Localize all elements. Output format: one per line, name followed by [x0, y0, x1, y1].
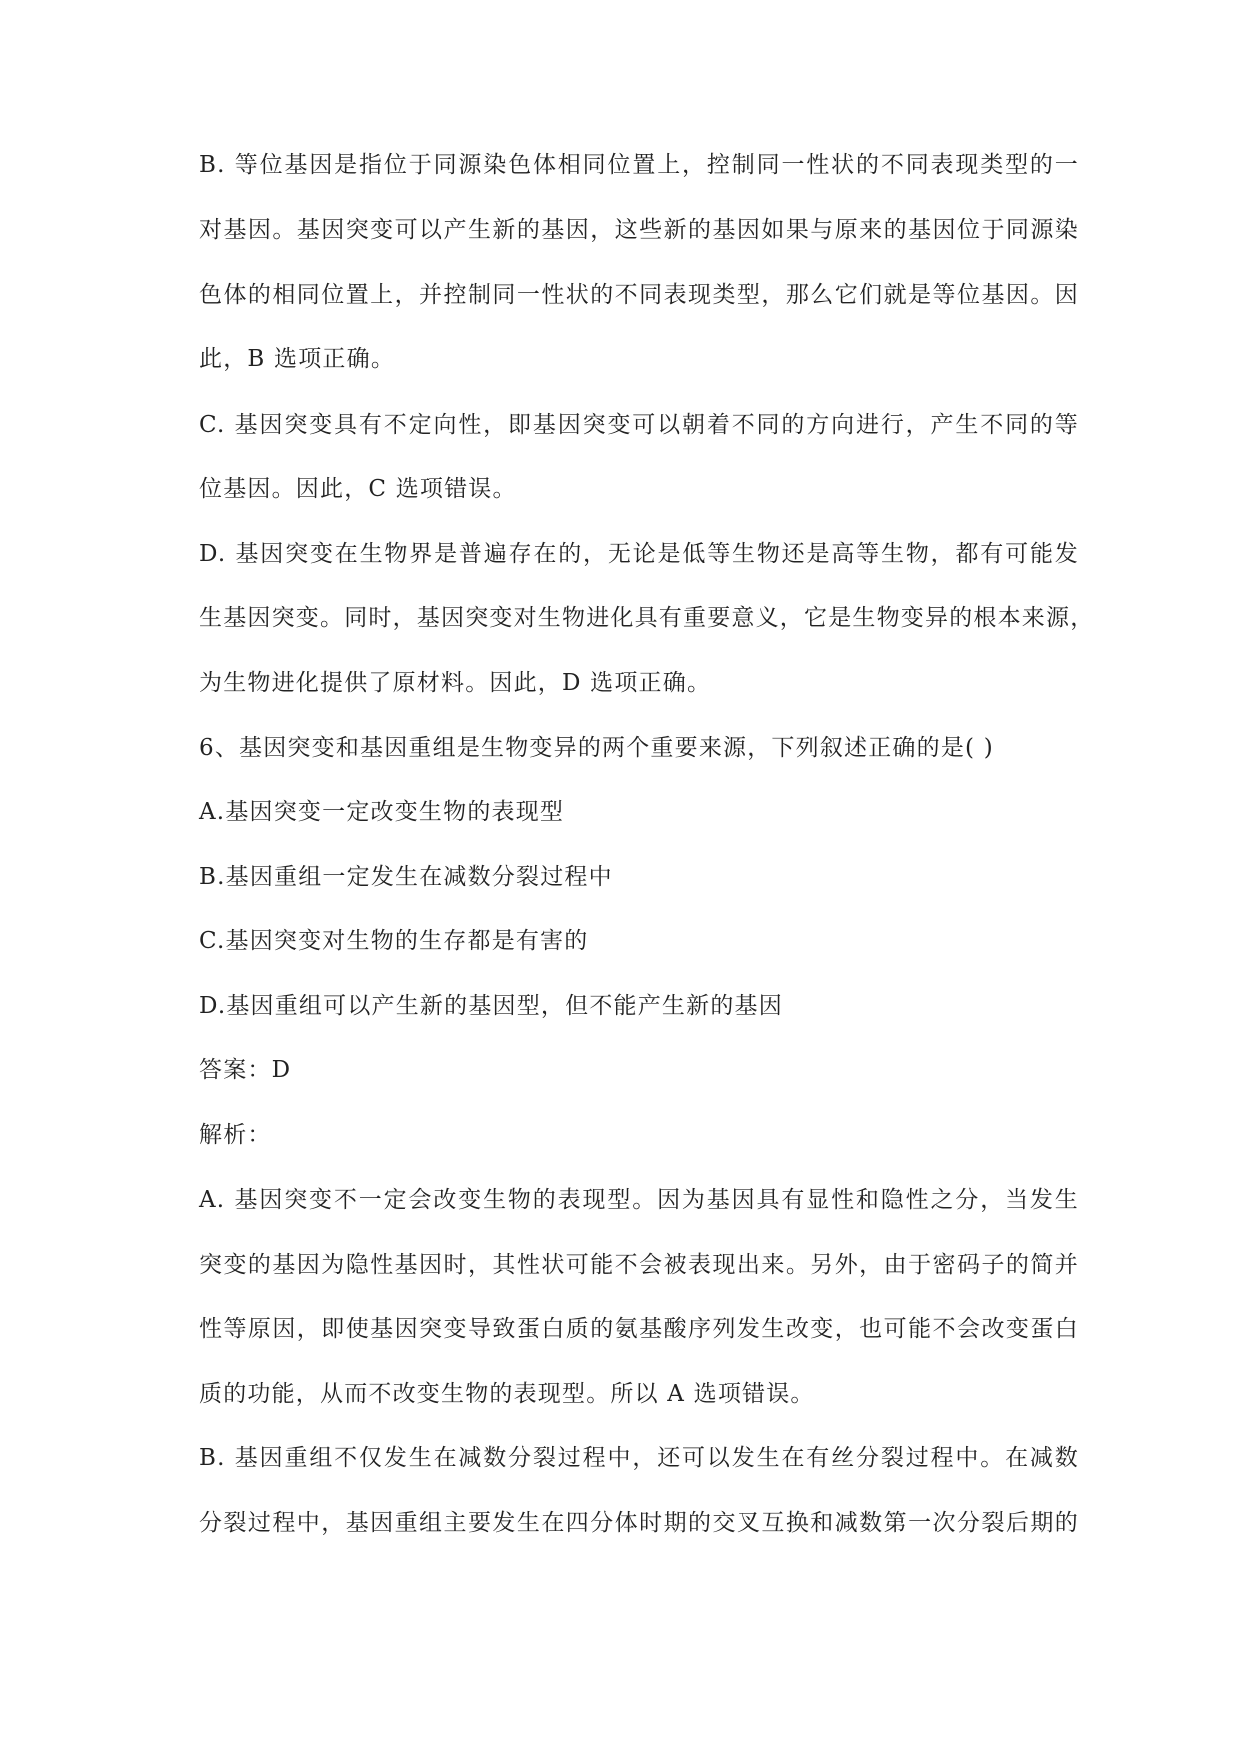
answer: 答案：D	[199, 1057, 292, 1083]
option-b: B.基因重组一定发生在减数分裂过程中	[199, 864, 613, 890]
option-d: D.基因重组可以产生新的基因型，但不能产生新的基因	[199, 993, 783, 1019]
text-line: 性等原因，即使基因突变导致蛋白质的氨基酸序列发生改变，也可能不会改变蛋白	[199, 1316, 1079, 1342]
text-line: 分裂过程中，基因重组主要发生在四分体时期的交叉互换和减数第一次分裂后期的	[199, 1510, 1079, 1536]
text-line: 突变的基因为隐性基因时，其性状可能不会被表现出来。另外，由于密码子的简并	[199, 1252, 1079, 1278]
text-line: B. 基因重组不仅发生在减数分裂过程中，还可以发生在有丝分裂过程中。在减数	[199, 1445, 1079, 1471]
text-line: 为生物进化提供了原材料。因此，D 选项正确。	[199, 670, 712, 696]
text-line: 质的功能，从而不改变生物的表现型。所以 A 选项错误。	[199, 1381, 815, 1407]
text-line: 生基因突变。同时，基因突变对生物进化具有重要意义，它是生物变异的根本来源，	[199, 605, 1095, 631]
text-line: A. 基因突变不一定会改变生物的表现型。因为基因具有显性和隐性之分，当发生	[199, 1187, 1079, 1213]
text-line: 此，B 选项正确。	[199, 346, 396, 372]
text-line: C. 基因突变具有不定向性，即基因突变可以朝着不同的方向进行，产生不同的等	[199, 412, 1079, 438]
text-line: 位基因。因此，C 选项错误。	[199, 476, 517, 502]
option-c: C.基因突变对生物的生存都是有害的	[199, 928, 589, 954]
question-stem: 6、基因突变和基因重组是生物变异的两个重要来源，下列叙述正确的是( )	[199, 735, 994, 761]
text-line: D. 基因突变在生物界是普遍存在的，无论是低等生物还是高等生物，都有可能发	[199, 541, 1079, 567]
option-a: A.基因突变一定改变生物的表现型	[199, 799, 565, 825]
text-line: 色体的相同位置上，并控制同一性状的不同表现类型，那么它们就是等位基因。因	[199, 282, 1079, 308]
text-line: B. 等位基因是指位于同源染色体相同位置上，控制同一性状的不同表现类型的一	[199, 152, 1079, 178]
text-line: 对基因。基因突变可以产生新的基因，这些新的基因如果与原来的基因位于同源染	[199, 217, 1079, 243]
analysis-heading: 解析：	[199, 1122, 272, 1148]
